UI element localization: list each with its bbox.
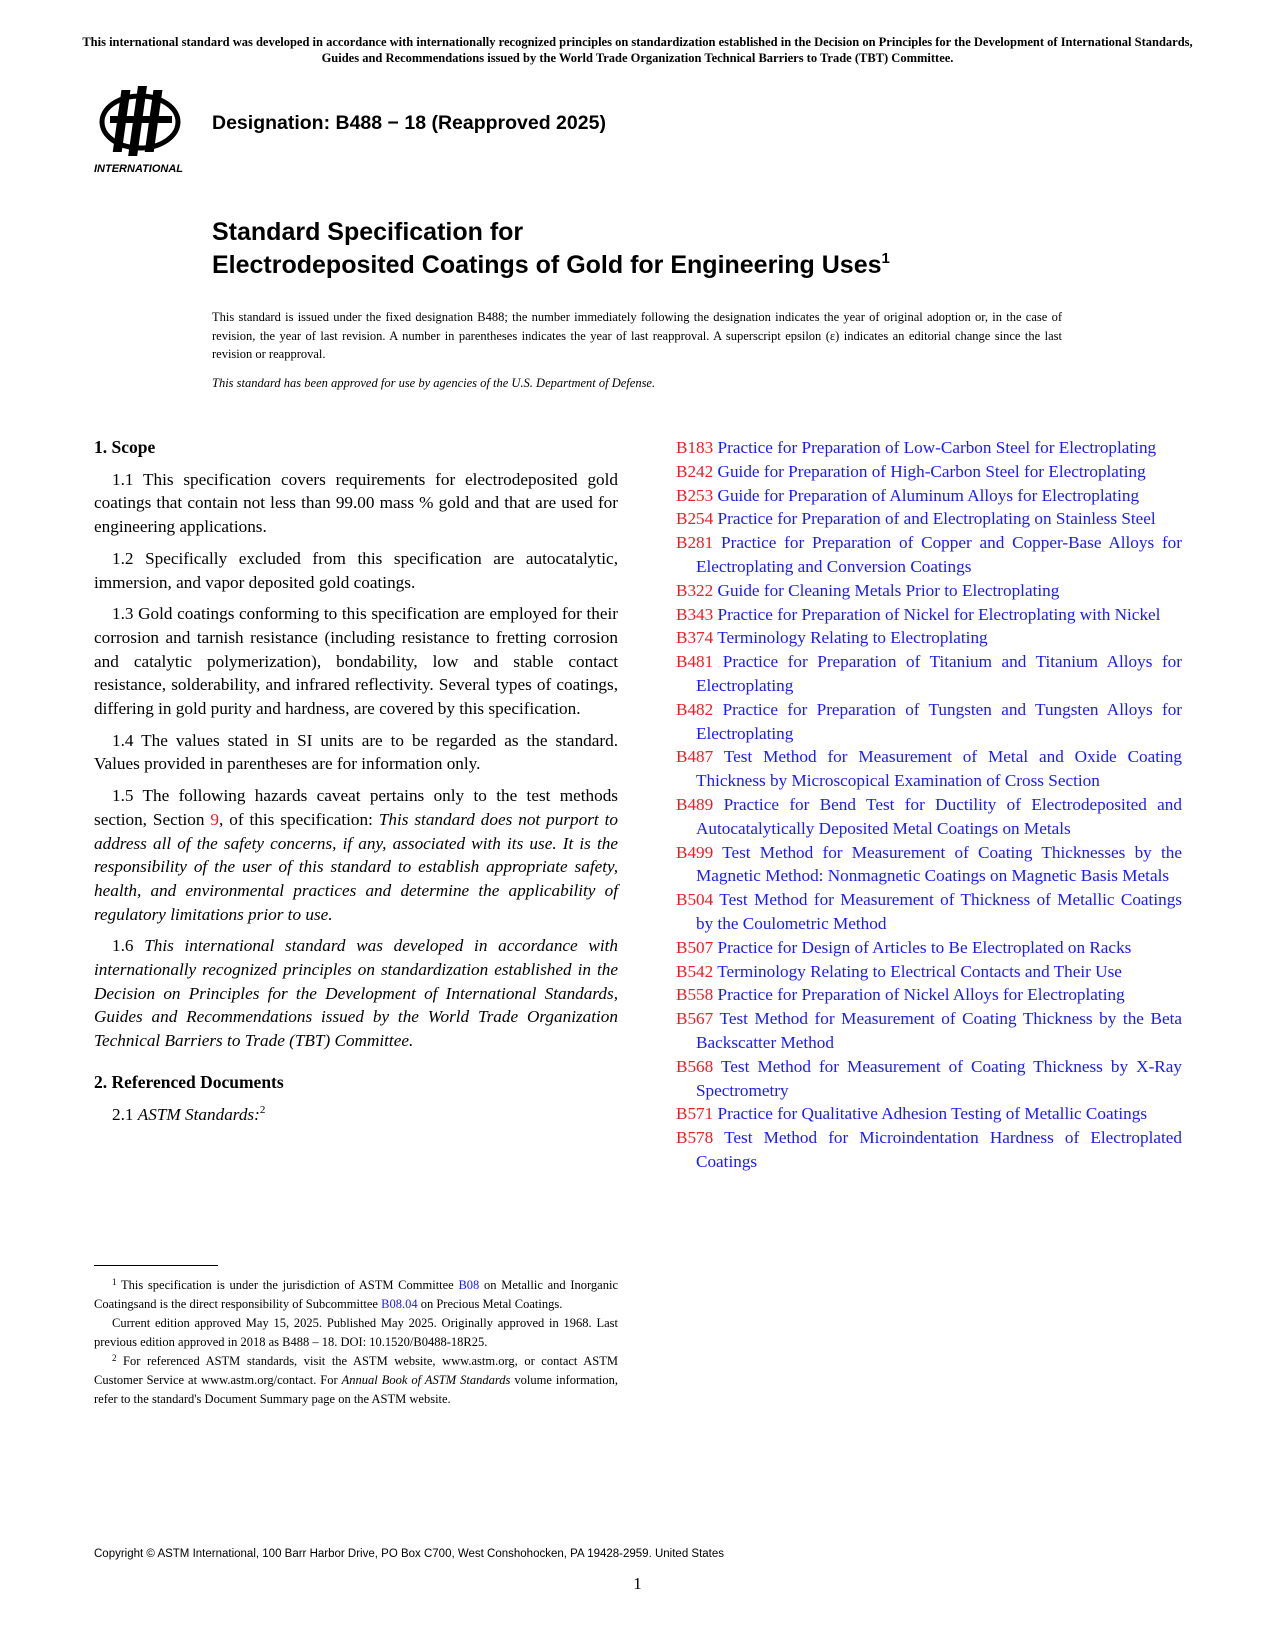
footnotes [94, 1276, 618, 1409]
reference-title[interactable]: Practice for Bend Test for Ductility of Electrodeposited and Autocatalytically Deposited Metal Coatings on Metals [696, 794, 1182, 838]
p1-6-num: 1.6 [112, 936, 145, 956]
reference-code[interactable]: B487 [676, 747, 714, 767]
reference-title[interactable]: Practice for Preparation of Copper and Copper-Base Alloys for Electroplating and Conversion Coatings [696, 533, 1182, 576]
copyright-notice: Copyright © ASTM International, 100 Barr Harbor Drive, PO Box C700, West Conshohocken, PA 19428-2959. United States [94, 1548, 725, 1560]
left-column [94, 436, 618, 1126]
reference-list [676, 436, 1182, 1174]
reference-item[interactable] [676, 531, 1182, 579]
wto-statement: This international standard was developed in accordance with internationally recognized principles on standardization established in the Decision on Principles for the Development of International Standards, Guides and Recommendations issued by the World Trade Organization Technical Barriers to Trade (TBT) Committee. [94, 936, 618, 1051]
reference-item[interactable] [676, 936, 1182, 960]
fn1-text-a: This specification is under the jurisdiction of ASTM Committee [116, 1278, 459, 1292]
reference-code[interactable]: B558 [676, 985, 714, 1005]
paragraph-1-6 [94, 934, 618, 1053]
reference-title[interactable]: Test Method for Measurement of Coating Thickness by the Beta Backscatter Method [696, 1009, 1182, 1052]
astm-standards-subheading [94, 1103, 618, 1127]
sub-num: 2.1 [112, 1104, 138, 1124]
reference-title[interactable]: Test Method for Measurement of Metal and Oxide Coating Thickness by Microscopical Examination of Cross Section [696, 747, 1182, 791]
reference-item[interactable] [676, 579, 1182, 603]
reference-item[interactable] [676, 745, 1182, 793]
reference-code[interactable]: B578 [676, 1128, 714, 1148]
fn2-italic: Annual Book of ASTM Standards [341, 1373, 511, 1387]
reference-title[interactable]: Test Method for Measurement of Coating Thicknesses by the Magnetic Method: Nonmagnetic Coatings on Magnetic Basis Metals [696, 842, 1182, 886]
reference-code[interactable]: B568 [676, 1056, 714, 1076]
fn1-text-c: on Precious Metal Coatings. [417, 1297, 563, 1311]
reference-code[interactable]: B343 [676, 604, 714, 624]
reference-code[interactable]: B281 [676, 533, 714, 553]
reference-code[interactable]: B183 [676, 438, 714, 457]
reference-item[interactable] [676, 650, 1182, 698]
reference-title[interactable]: Guide for Preparation of High-Carbon Steel for Electroplating [717, 461, 1146, 481]
reference-code[interactable]: B242 [676, 461, 714, 481]
p1-5-text-b: , of this specification: [219, 809, 379, 829]
reference-item[interactable] [676, 507, 1182, 531]
reference-code[interactable]: B481 [676, 652, 714, 672]
title-line-2 [212, 249, 890, 282]
reference-title[interactable]: Test Method for Measurement of Thickness of Metallic Coatings by the Coulometric Method [696, 890, 1182, 933]
reference-item[interactable] [676, 484, 1182, 508]
reference-title[interactable]: Practice for Preparation of and Electroplating on Stainless Steel [717, 509, 1156, 529]
reference-code[interactable]: B322 [676, 580, 714, 600]
footnote-divider [94, 1265, 218, 1266]
logo-wordmark: INTERNATIONAL [94, 163, 184, 175]
title-text: Electrodeposited Coatings of Gold for Engineering Uses [212, 251, 882, 279]
reference-title[interactable]: Guide for Cleaning Metals Prior to Electroplating [717, 580, 1060, 600]
scope-heading: 1. Scope [94, 437, 156, 457]
fn2-text-b: volume information, refer to the standard's Document Summary page on the ASTM website. [94, 1373, 619, 1406]
reference-code[interactable]: B507 [676, 937, 714, 957]
reference-item[interactable] [676, 983, 1182, 1007]
reference-title[interactable]: Test Method for Microindentation Hardness of Electroplated Coatings [696, 1128, 1182, 1171]
paragraph-1-4: 1.4 The values stated in SI units are to be regarded as the standard. Values provided in parentheses are for information only. [94, 730, 618, 774]
reference-item[interactable] [676, 460, 1182, 484]
referenced-documents-heading: 2. Referenced Documents [94, 1071, 284, 1092]
reference-title[interactable]: Practice for Preparation of Tungsten and Tungsten Alloys for Electroplating [696, 699, 1183, 743]
reference-item[interactable] [676, 1055, 1182, 1103]
reference-item[interactable] [676, 1007, 1182, 1055]
sub-label: ASTM Standards: [137, 1104, 260, 1124]
reference-item[interactable] [676, 960, 1182, 984]
section-9-link[interactable]: 9 [210, 809, 220, 829]
reference-item[interactable] [676, 888, 1182, 936]
fn2-text-a: For referenced ASTM standards, visit the ASTM website, www.astm.org, or contact ASTM Customer Service at www.astm.org/contact. For [94, 1354, 618, 1387]
paragraph-1-1: 1.1 This specification covers requirements for electrodeposited gold coatings that contain not less than 99.00 mass % gold and that are used for engineering applications. [94, 469, 618, 537]
reference-title[interactable]: Guide for Preparation of Aluminum Alloys for Electroplating [717, 485, 1140, 505]
reference-code[interactable]: B499 [676, 842, 714, 862]
reference-item[interactable] [676, 793, 1182, 841]
reference-item[interactable] [676, 626, 1182, 650]
astm-logo-icon [92, 86, 200, 178]
safety-caveat: This standard does not purport to address all of the safety concerns, if any, associated with its use. It is the responsibility of the user of this standard to establish appropriate safety, health, and environmental practices and determine the applicability of regulatory limitations prior to use. [94, 809, 618, 924]
reference-title[interactable]: Practice for Preparation of Nickel Alloys for Electroplating [717, 985, 1125, 1005]
reference-title[interactable]: Practice for Preparation of Low-Carbon Steel for Electroplating [717, 438, 1157, 457]
reference-title[interactable]: Test Method for Measurement of Coating Thickness by X-Ray Spectrometry [696, 1056, 1182, 1100]
top-notice: This international standard was developed in accordance with internationally recognized principles on standardization established in the Decision on Principles for the Development of International Standards, Guides and Recommendations issued by the World Trade Organization Technical Barriers to Trade (TBT) Committee. [82, 35, 1193, 65]
reference-item[interactable] [676, 436, 1182, 460]
reference-title[interactable]: Terminology Relating to Electrical Contacts and Their Use [717, 961, 1122, 981]
dod-note: This standard has been approved for use by agencies of the U.S. Department of Defense. [212, 376, 656, 390]
subcommittee-b08-04-link[interactable]: B08.04 [381, 1297, 418, 1311]
reference-item[interactable] [676, 603, 1182, 627]
page-number: 1 [633, 1574, 642, 1593]
reference-title[interactable]: Practice for Design of Articles to Be Electroplated on Racks [717, 937, 1132, 957]
reference-code[interactable]: B571 [676, 1104, 714, 1124]
reference-code[interactable]: B254 [676, 509, 714, 529]
fn1-text-b: on Metallic and Inorganic Coatingsand is the direct responsibility of Subcommittee [94, 1278, 618, 1311]
edition-note: Current edition approved May 15, 2025. Published May 2025. Originally approved in 1968. Last previous edition approved in 2018 as B488 – 18. DOI: 10.1520/B0488-18R25. [94, 1316, 618, 1349]
reference-title[interactable]: Practice for Qualitative Adhesion Testing of Metallic Coatings [717, 1104, 1148, 1124]
reference-item[interactable] [676, 1126, 1182, 1174]
paragraph-1-5 [94, 784, 618, 926]
reference-title[interactable]: Terminology Relating to Electroplating [717, 628, 988, 648]
footnote-1 [94, 1276, 618, 1314]
footnote-2 [94, 1352, 618, 1409]
paragraph-1-3: 1.3 Gold coatings conforming to this specification are employed for their corrosion and tarnish resistance (including resistance to fretting corrosion and catalytic polymerization), bondability, low and stable contact resistance, solderability, and infrared reflectivity. Several types of coatings, differing in gold purity and hardness, are covered by this specification. [94, 604, 618, 719]
p1-5-text: 1.5 The following hazards caveat pertains only to the test methods section, Section [94, 786, 618, 829]
reference-title[interactable]: Practice for Preparation of Titanium and Titanium Alloys for Electroplating [696, 652, 1182, 695]
fn1-mark: 1 [112, 1277, 117, 1287]
sub-footnote-mark[interactable]: 2 [259, 1103, 266, 1116]
reference-code[interactable]: B482 [676, 699, 714, 719]
reference-code[interactable]: B374 [676, 628, 714, 648]
designation: Designation: B488 − 18 (Reapproved 2025) [212, 112, 606, 134]
reference-item[interactable] [676, 1102, 1182, 1126]
reference-item[interactable] [676, 698, 1182, 746]
document-title [212, 216, 890, 282]
reference-code[interactable]: B504 [676, 890, 714, 910]
issue-note: This standard is issued under the fixed designation B488; the number immediately following the designation indicates the year of original adoption or, in the case of revision, the year of last revision. A number in parentheses indicates the year of last reapproval. A superscript epsilon (ε) indicates an editorial change since the last revision or reapproval. [212, 310, 1062, 361]
committee-b08-link[interactable]: B08 [458, 1278, 480, 1292]
reference-code[interactable]: B253 [676, 485, 714, 505]
reference-item[interactable] [676, 841, 1182, 889]
reference-code[interactable]: B567 [676, 1009, 714, 1029]
reference-code[interactable]: B489 [676, 794, 714, 814]
fn2-mark: 2 [112, 1353, 117, 1363]
title-line-1: Standard Specification for [212, 218, 524, 246]
reference-title[interactable]: Practice for Preparation of Nickel for Electroplating with Nickel [717, 604, 1161, 624]
title-footnote-mark[interactable]: 1 [881, 250, 890, 267]
paragraph-1-2: 1.2 Specifically excluded from this specification are autocatalytic, immersion, and vapor deposited gold coatings. [94, 548, 618, 592]
astm-logo [92, 86, 200, 178]
reference-code[interactable]: B542 [676, 961, 714, 981]
